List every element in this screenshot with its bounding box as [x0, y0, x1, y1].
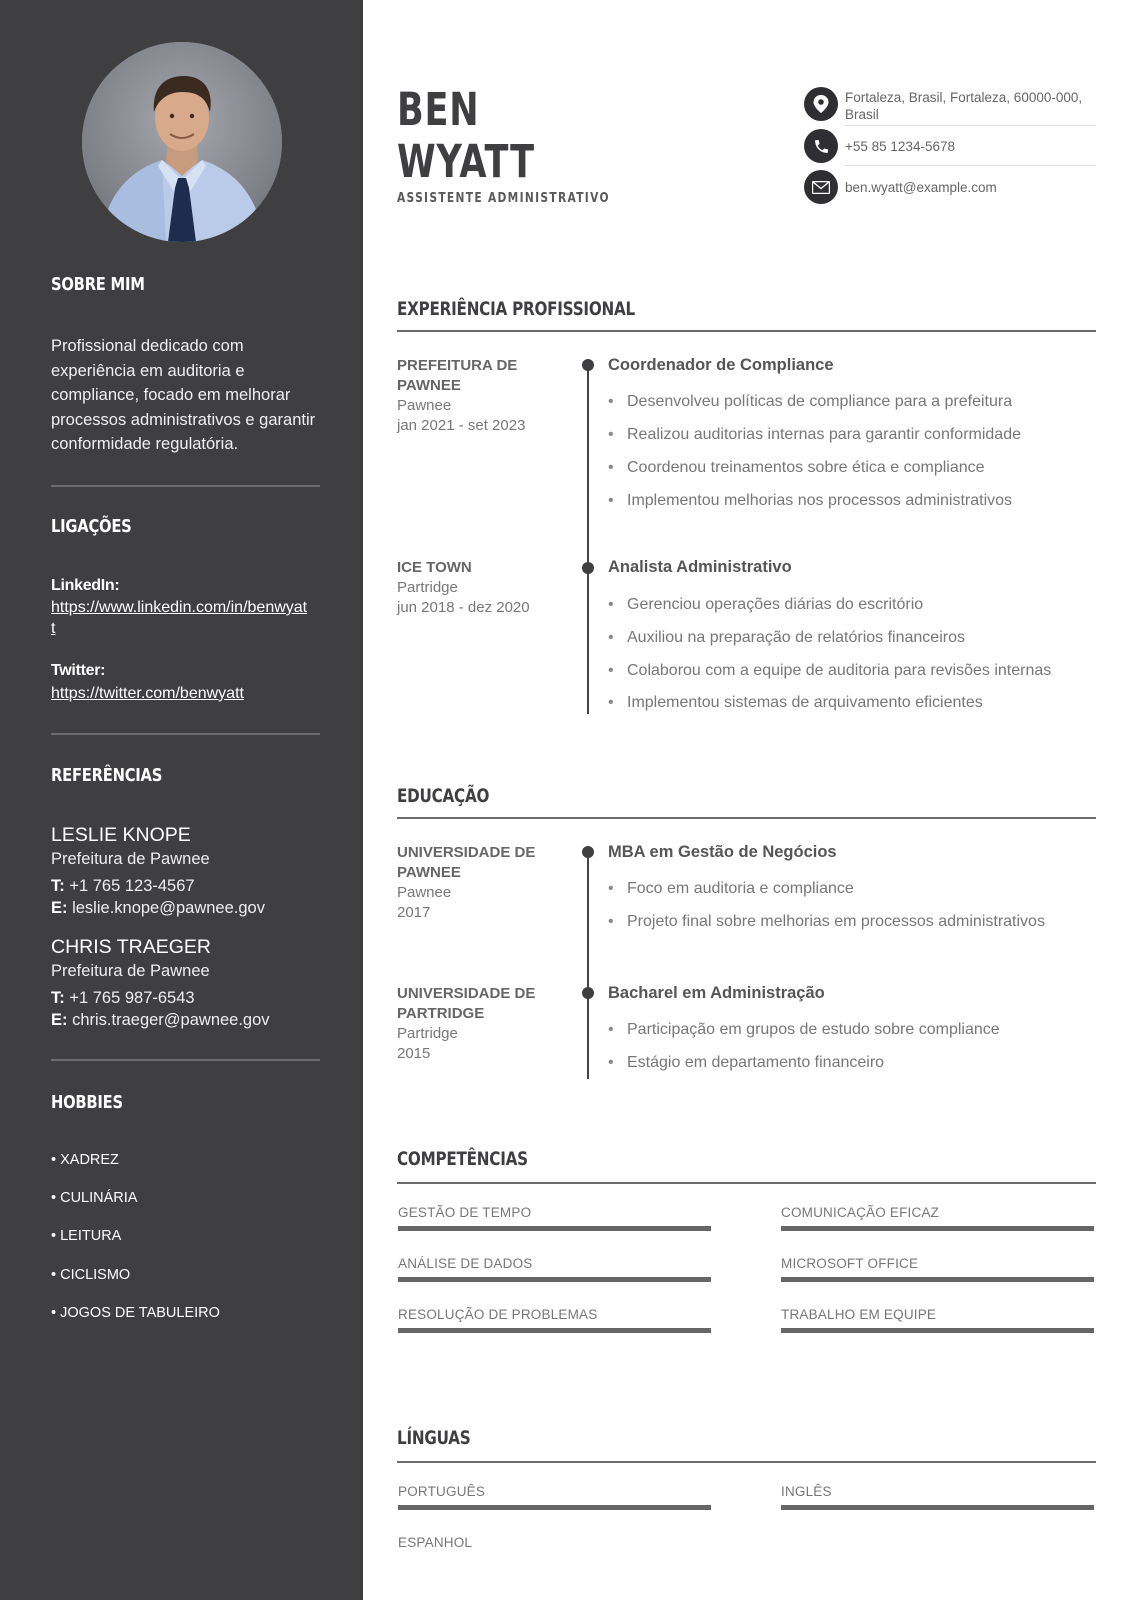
phone-label: T:: [51, 877, 65, 895]
timeline-line: [587, 851, 589, 1079]
employer-city: Pawnee: [397, 397, 452, 414]
divider: [51, 733, 320, 735]
degree-title: MBA em Gestão de Negócios: [608, 843, 837, 861]
references-heading: REFERÊNCIAS: [51, 765, 163, 786]
skill-label: GESTÃO DE TEMPO: [398, 1205, 532, 1220]
employer-name: ICE TOWN: [397, 559, 472, 576]
timeline-dot: [582, 359, 594, 371]
reference-org: Prefeitura de Pawnee: [51, 850, 210, 868]
list-item: • Participação em grupos de estudo sobre compliance: [608, 1021, 1000, 1038]
sidebar: [0, 0, 363, 1600]
map-pin-icon: [804, 87, 838, 121]
profile-photo: [82, 42, 282, 242]
skill-label: COMUNICAÇÃO EFICAZ: [781, 1205, 940, 1220]
list-item: • Colaborou com a equipe de auditoria para revisões internas: [608, 662, 1052, 679]
candidate-name: [397, 84, 535, 188]
skill-label: RESOLUÇÃO DE PROBLEMAS: [398, 1307, 598, 1322]
skill-bar-fill: [398, 1226, 711, 1231]
experience-heading: EXPERIÊNCIA PROFISSIONAL: [397, 298, 635, 320]
list-item: • Foco em auditoria e compliance: [608, 880, 854, 897]
timeline-dot: [582, 987, 594, 999]
reference-name: CHRIS TRAEGER: [51, 936, 211, 958]
skill-bar-fill: [781, 1277, 1094, 1282]
list-item: • Desenvolveu políticas de compliance para a prefeitura: [608, 393, 1013, 410]
list-item: • Implementou sistemas de arquivamento eficientes: [608, 694, 983, 711]
languages-heading: LÍNGUAS: [397, 1427, 471, 1449]
section-rule: [397, 1182, 1096, 1184]
language-bar: [781, 1505, 1094, 1510]
email-label: E:: [51, 899, 68, 917]
job-title: Analista Administrativo: [608, 558, 792, 576]
twitter-link[interactable]: https://twitter.com/benwyatt: [51, 685, 244, 702]
timeline-line: [587, 365, 589, 714]
email-text: ben.wyatt@example.com: [845, 180, 997, 195]
list-item: • Estágio em departamento financeiro: [608, 1054, 885, 1071]
employer-city: Partridge: [397, 579, 458, 596]
twitter-label: Twitter:: [51, 662, 106, 679]
employer-name: PREFEITURA DE PAWNEE: [397, 357, 518, 394]
hobbies-heading: HOBBIES: [51, 1092, 123, 1113]
person-portrait-icon: [82, 42, 282, 242]
reference-email: [51, 1011, 270, 1030]
job-period: jan 2021 - set 2023: [397, 417, 526, 434]
skill-bar: [398, 1328, 711, 1333]
skill-bar-fill: [398, 1328, 711, 1333]
list-item: • Auxiliou na preparação de relatórios financeiros: [608, 629, 965, 646]
phone-icon: [804, 129, 838, 163]
skill-bar-fill: [781, 1226, 1094, 1231]
language-label: ESPANHOL: [398, 1535, 473, 1550]
linkedin-link[interactable]: https://www.linkedin.com/in/benwyatt: [51, 599, 308, 637]
about-text: Profissional dedicado com experiência em auditoria e compliance, focado em melhorar processos administrativos e garantir conformidade regulatória.: [51, 337, 316, 453]
reference-phone: [51, 989, 195, 1008]
job-role: ASSISTENTE ADMINISTRATIVO: [397, 191, 610, 206]
skill-label: MICROSOFT OFFICE: [781, 1256, 919, 1271]
linkedin-label: LinkedIn:: [51, 577, 120, 594]
language-bar: [398, 1505, 711, 1510]
phone-label: T:: [51, 989, 65, 1007]
skills-heading: COMPETÊNCIAS: [397, 1148, 528, 1170]
section-rule: [397, 1461, 1096, 1463]
links-heading: LIGAÇÕES: [51, 516, 132, 537]
graduation-year: 2015: [397, 1045, 431, 1062]
email-value: chris.traeger@pawnee.gov: [72, 1011, 270, 1029]
mail-icon: [804, 170, 838, 204]
school-city: Pawnee: [397, 884, 452, 901]
school-city: Partridge: [397, 1025, 458, 1042]
first-name: BEN: [397, 83, 480, 136]
reference-name: LESLIE KNOPE: [51, 824, 191, 846]
school-name: UNIVERSIDADE DE PARTRIDGE: [397, 985, 536, 1022]
language-label: INGLÊS: [781, 1484, 832, 1499]
language-bar-fill: [781, 1505, 1094, 1510]
timeline-dot: [582, 562, 594, 574]
email-label: E:: [51, 1011, 68, 1029]
skill-bar: [781, 1226, 1094, 1231]
job-period: jun 2018 - dez 2020: [397, 599, 530, 616]
hobby-item: • LEITURA: [51, 1228, 122, 1244]
skill-bar: [781, 1277, 1094, 1282]
list-item: • Coordenou treinamentos sobre ética e compliance: [608, 459, 985, 476]
address-text: Fortaleza, Brasil, Fortaleza, 60000-000, Brasil: [845, 90, 1083, 122]
section-rule: [397, 330, 1096, 332]
reference-email: [51, 899, 265, 918]
graduation-year: 2017: [397, 904, 431, 921]
phone-value: +1 765 123-4567: [69, 877, 195, 895]
list-item: • Realizou auditorias internas para garantir conformidade: [608, 426, 1021, 443]
language-label: PORTUGUÊS: [398, 1484, 486, 1499]
last-name: WYATT: [397, 135, 535, 188]
skill-bar: [781, 1328, 1094, 1333]
hobby-item: • JOGOS DE TABULEIRO: [51, 1305, 220, 1321]
job-title: Coordenador de Compliance: [608, 356, 834, 374]
phone-value: +1 765 987-6543: [69, 989, 195, 1007]
skill-bar: [398, 1226, 711, 1231]
list-item: • Gerenciou operações diárias do escritório: [608, 596, 924, 613]
divider: [51, 485, 320, 487]
email-value: leslie.knope@pawnee.gov: [72, 899, 265, 917]
degree-title: Bacharel em Administração: [608, 984, 825, 1002]
timeline-dot: [582, 846, 594, 858]
reference-org: Prefeitura de Pawnee: [51, 962, 210, 980]
skill-bar-fill: [781, 1328, 1094, 1333]
education-heading: EDUCAÇÃO: [397, 785, 490, 807]
reference-phone: [51, 877, 195, 896]
about-heading: SOBRE MIM: [51, 274, 145, 295]
hobby-item: • CULINÁRIA: [51, 1190, 138, 1206]
skill-bar: [398, 1277, 711, 1282]
list-item: • Projeto final sobre melhorias em processos administrativos: [608, 913, 1045, 930]
divider: [51, 1059, 320, 1061]
section-rule: [397, 817, 1096, 819]
language-bar-fill: [398, 1505, 711, 1510]
divider: [845, 165, 1095, 166]
phone-text: +55 85 1234-5678: [845, 139, 955, 154]
skill-label: ANÁLISE DE DADOS: [398, 1256, 533, 1271]
list-item: • Implementou melhorias nos processos administrativos: [608, 492, 1013, 509]
skill-label: TRABALHO EM EQUIPE: [781, 1307, 937, 1322]
hobby-item: • CICLISMO: [51, 1267, 131, 1283]
school-name: UNIVERSIDADE DE PAWNEE: [397, 844, 536, 881]
skill-bar-fill: [398, 1277, 711, 1282]
divider: [845, 125, 1095, 126]
hobby-item: • XADREZ: [51, 1152, 119, 1168]
